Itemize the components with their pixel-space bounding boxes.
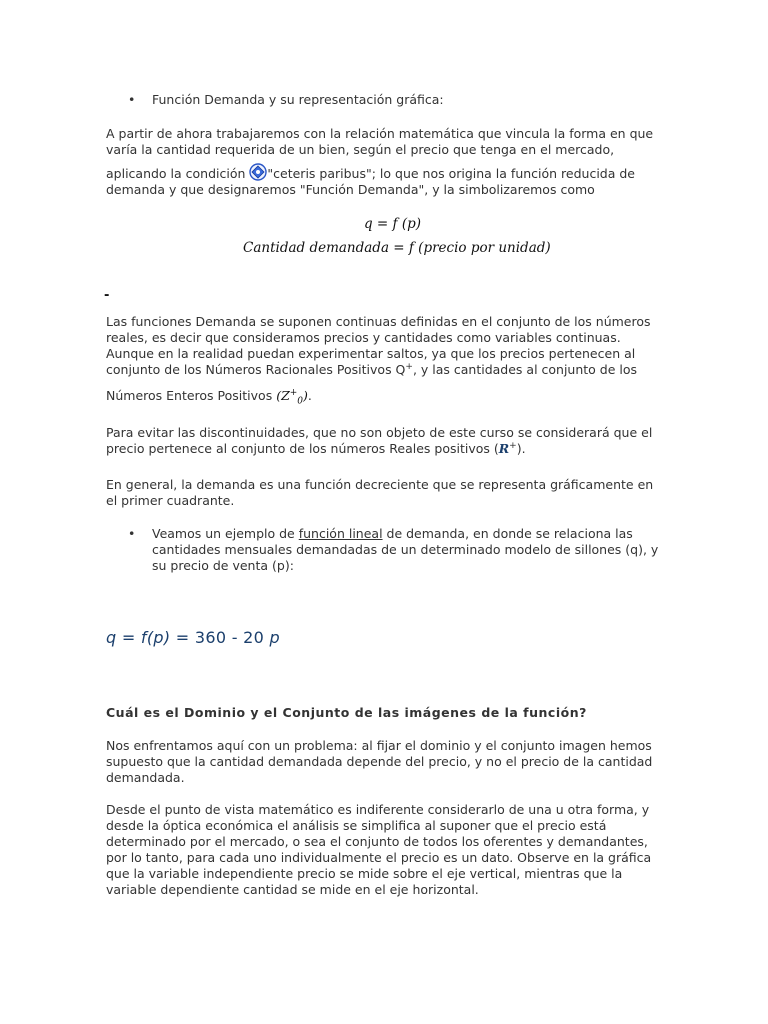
bullet-text: Función Demanda y su representación gráfica: (152, 92, 444, 107)
section-heading: Cuál es el Dominio y el Conjunto de las imágenes de la función? (106, 705, 587, 720)
line: supuesto que la cantidad demandada depende del precio, y no el precio de la cantidad (106, 754, 653, 769)
line (106, 388, 666, 410)
formula-q-equals-f-p: q = f (p) (364, 216, 421, 232)
line: determinado por el mercado, o sea el conjunto de todos los oferentes y demandantes, (106, 834, 648, 849)
paragraph-discontinuities (106, 425, 666, 457)
line-text: conjunto de los Números Racionales Positivos Q (106, 362, 406, 377)
paragraph-continuity (106, 314, 666, 410)
line-text: aplicando la condición (106, 166, 250, 181)
line: Las funciones Demanda se suponen continuas definidas en el conjunto de los números (106, 314, 651, 329)
line (106, 362, 666, 378)
line: Desde el punto de vista matemático es indiferente considerarlo de una u otra forma, y (106, 802, 650, 817)
line: A partir de ahora trabajaremos con la relación matemática que vincula la forma en que (106, 126, 654, 141)
line: Nos enfrentamos aquí con un problema: al fijar el dominio y el conjunto imagen hemos (106, 738, 652, 753)
paragraph-decreasing (106, 477, 666, 509)
paragraph-viewpoint (106, 802, 666, 898)
line: demanda y que designaremos "Función Demanda", y la simbolizaremos como (106, 182, 595, 197)
line: Para evitar las discontinuidades, que no son objeto de este curso se considerará que el (106, 425, 653, 440)
bullet-dot: • (128, 526, 136, 541)
bullet-dot: • (128, 92, 136, 107)
line-text: de demanda, en donde se relaciona las (382, 526, 633, 541)
line: demandada. (106, 770, 185, 785)
line: cantidades mensuales demandadas de un determinado modelo de sillones (q), y (152, 542, 659, 557)
line: el primer cuadrante. (106, 493, 235, 508)
paragraph-problem (106, 738, 666, 786)
formula-var: p (269, 628, 280, 647)
line: desde la óptica económica el análisis se simplifica al suponer que el precio está (106, 818, 607, 833)
line: por lo tanto, para cada uno individualmente el precio es un dato. Observe en la gráfica (106, 850, 652, 865)
line: En general, la demanda es una función decreciente que se representa gráficamente en (106, 477, 654, 492)
minus-sign: - (104, 288, 110, 303)
line (106, 441, 666, 457)
line-text: "ceteris paribus"; lo que nos origina la función reducida de (267, 166, 636, 181)
paragraph-intro (106, 126, 666, 198)
line-text: Veamos un ejemplo de (152, 526, 299, 541)
line: reales, es decir que consideramos precios y cantidades como variables continuas. (106, 330, 621, 345)
line: su precio de venta (p): (152, 558, 294, 573)
demand-function-formula (106, 628, 280, 647)
line (152, 526, 668, 542)
line: que la variable independiente precio se mide sobre el eje vertical, mientras que la (106, 866, 623, 881)
bullet-text (152, 526, 668, 574)
formula-lhs: q = f(p) (106, 628, 171, 647)
line-text: ). (516, 441, 526, 456)
diamond-help-icon[interactable] (249, 163, 267, 181)
line-text: precio pertenece al conjunto de los números Reales positivos ( (106, 441, 499, 456)
funcion-lineal-link[interactable]: función lineal (298, 526, 383, 541)
set-z-plus-zero: $(Z^+_0)$ (276, 387, 308, 407)
superscript-plus: + (509, 440, 517, 451)
line-text: . (307, 388, 312, 403)
formula-cantidad-demandada: Cantidad demandada = f (precio por unidad) (243, 240, 551, 256)
formula-mid: = 360 - 20 (170, 628, 270, 647)
line-text: , y las cantidades al conjunto de los (412, 362, 638, 377)
line (106, 163, 666, 182)
line: varía la cantidad requerida de un bien, según el precio que tenga en el mercado, (106, 142, 615, 157)
line: variable dependiente cantidad se mide en el eje horizontal. (106, 882, 479, 897)
line-text: Números Enteros Positivos (106, 388, 277, 403)
superscript-plus: + (405, 361, 413, 372)
line: Aunque en la realidad puedan experimentar saltos, ya que los precios pertenecen al (106, 346, 636, 361)
set-r: R (498, 441, 510, 456)
